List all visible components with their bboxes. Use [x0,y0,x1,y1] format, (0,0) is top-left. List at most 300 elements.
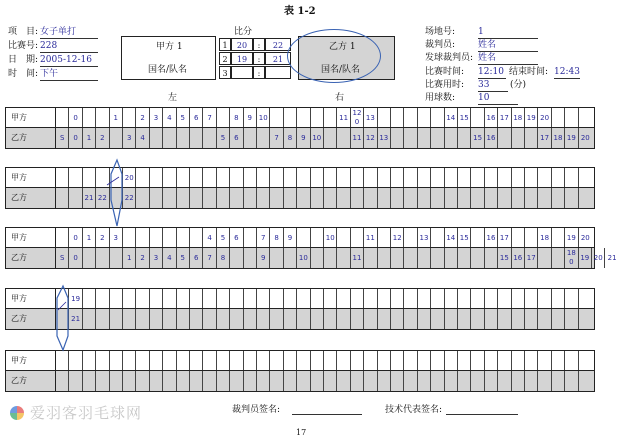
score-cell[interactable] [190,108,203,127]
score-cell[interactable] [471,188,484,208]
score-cell[interactable] [404,248,417,268]
score-cell[interactable] [96,309,109,329]
score-cell[interactable] [163,351,176,370]
score-cell[interactable] [150,188,163,208]
score-cell[interactable] [351,228,364,247]
score-cell[interactable] [177,371,190,391]
score-cell[interactable] [311,371,324,391]
score-cell[interactable] [378,128,391,148]
score-cell[interactable] [445,248,458,268]
score-cell[interactable] [404,228,417,247]
score-cell[interactable] [123,371,136,391]
score-cell[interactable] [56,289,69,308]
score-cell[interactable] [538,371,551,391]
score-cell[interactable] [190,188,203,208]
score-cell[interactable] [311,228,324,247]
score-cell[interactable] [270,248,283,268]
score-cell[interactable] [150,289,163,308]
score-cell[interactable] [378,228,391,247]
score-cell[interactable] [203,351,216,370]
score-cell[interactable] [163,188,176,208]
score-cell[interactable] [512,248,525,268]
score-cell[interactable] [69,188,82,208]
score-cell[interactable] [110,309,123,329]
score-cell[interactable] [230,228,243,247]
score-cell[interactable] [458,128,471,148]
score-cell[interactable] [163,228,176,247]
score-cell[interactable] [458,351,471,370]
score-cell[interactable] [190,248,203,268]
score-cell[interactable] [69,128,82,148]
score-cell[interactable] [311,351,324,370]
score-cell[interactable] [404,168,417,187]
score-cell[interactable] [552,108,565,127]
score-cell[interactable] [69,228,82,247]
score-cell[interactable] [244,289,257,308]
score-cell[interactable] [150,168,163,187]
score-cell[interactable] [190,371,203,391]
score-cell[interactable] [525,168,538,187]
score-cell[interactable] [217,188,230,208]
score-cell[interactable] [83,248,96,268]
score-cell[interactable] [498,108,511,127]
score-cell[interactable] [311,108,324,127]
score-cell[interactable] [391,108,404,127]
score-cell[interactable] [284,228,297,247]
score-cell[interactable] [378,248,391,268]
score-cell[interactable] [244,371,257,391]
score-cell[interactable] [324,289,337,308]
score-cell[interactable] [136,351,149,370]
score-cell[interactable] [565,289,578,308]
score-cell[interactable] [324,108,337,127]
score-cell[interactable] [431,248,444,268]
score-cell[interactable] [404,188,417,208]
score-cell[interactable] [257,168,270,187]
score-cell[interactable] [96,108,109,127]
score-cell[interactable] [552,371,565,391]
score-cell[interactable] [579,228,592,247]
score-cell[interactable] [270,168,283,187]
score-cell[interactable] [217,228,230,247]
score-cell[interactable] [177,248,190,268]
score-cell[interactable] [579,351,592,370]
score-cell[interactable] [418,188,431,208]
score-cell[interactable] [83,309,96,329]
score-cell[interactable] [538,128,551,148]
score-cell[interactable] [565,128,578,148]
score-cell[interactable] [579,188,592,208]
score-cell[interactable] [378,351,391,370]
score-cell[interactable] [297,248,310,268]
score-cell[interactable] [579,128,592,148]
score-cell[interactable] [445,188,458,208]
score-cell[interactable] [418,309,431,329]
score-cell[interactable] [230,309,243,329]
score-cell[interactable] [96,228,109,247]
score-cell[interactable] [69,108,82,127]
score-cell[interactable] [150,108,163,127]
score-cell[interactable] [418,248,431,268]
score-cell[interactable] [270,128,283,148]
score-cell[interactable] [324,248,337,268]
score-cell[interactable] [458,108,471,127]
score-cell[interactable] [136,228,149,247]
score-cell[interactable] [498,248,511,268]
score-cell[interactable] [337,248,350,268]
score-cell[interactable] [351,309,364,329]
score-cell[interactable] [297,309,310,329]
score-cell[interactable] [311,309,324,329]
score-cell[interactable] [579,108,592,127]
score-cell[interactable] [217,128,230,148]
score-cell[interactable] [56,228,69,247]
score-cell[interactable] [525,309,538,329]
score-cell[interactable] [538,351,551,370]
score-cell[interactable] [351,289,364,308]
score-cell[interactable] [123,228,136,247]
score-cell[interactable] [311,188,324,208]
score-cell[interactable] [56,248,69,268]
score-cell[interactable] [56,351,69,370]
score-cell[interactable] [458,228,471,247]
score-cell[interactable] [485,228,498,247]
score-cell[interactable] [498,351,511,370]
score-cell[interactable] [69,248,82,268]
score-cell[interactable] [136,108,149,127]
score-cell[interactable] [552,188,565,208]
score-cell[interactable] [270,351,283,370]
score-cell[interactable] [163,248,176,268]
score-cell[interactable] [431,108,444,127]
score-cell[interactable] [404,108,417,127]
score-cell[interactable] [418,289,431,308]
score-cell[interactable] [177,228,190,247]
score-cell[interactable] [485,108,498,127]
score-cell[interactable] [512,168,525,187]
score-cell[interactable] [297,188,310,208]
score-cell[interactable] [324,228,337,247]
score-cell[interactable] [498,289,511,308]
score-cell[interactable] [337,188,350,208]
score-cell[interactable] [311,289,324,308]
score-cell[interactable] [69,351,82,370]
score-cell[interactable] [445,108,458,127]
score-cell[interactable] [203,228,216,247]
score-cell[interactable] [217,309,230,329]
score-cell[interactable] [150,309,163,329]
score-cell[interactable] [96,188,109,208]
score-cell[interactable] [324,188,337,208]
score-cell[interactable] [163,289,176,308]
score-cell[interactable] [284,168,297,187]
score-cell[interactable] [69,168,82,187]
score-cell[interactable] [96,128,109,148]
score-cell[interactable] [391,168,404,187]
score-cell[interactable] [136,248,149,268]
score-cell[interactable] [203,168,216,187]
score-cell[interactable] [190,351,203,370]
score-cell[interactable] [378,188,391,208]
score-cell[interactable] [324,168,337,187]
score-cell[interactable] [337,108,350,127]
score-cell[interactable] [56,128,69,148]
score-cell[interactable] [244,128,257,148]
score-cell[interactable] [471,371,484,391]
score-cell[interactable] [458,309,471,329]
score-cell[interactable] [163,128,176,148]
score-cell[interactable] [270,289,283,308]
score-cell[interactable] [391,289,404,308]
score-cell[interactable] [217,371,230,391]
score-cell[interactable] [431,309,444,329]
score-cell[interactable] [431,289,444,308]
score-cell[interactable] [96,371,109,391]
score-cell[interactable] [552,128,565,148]
score-cell[interactable] [230,371,243,391]
score-cell[interactable] [163,309,176,329]
score-cell[interactable] [324,309,337,329]
score-cell[interactable] [512,188,525,208]
score-cell[interactable] [56,188,69,208]
score-cell[interactable] [190,289,203,308]
score-cell[interactable] [83,168,96,187]
score-cell[interactable] [257,289,270,308]
score-cell[interactable] [351,168,364,187]
score-cell[interactable] [190,309,203,329]
score-cell[interactable] [203,289,216,308]
score-cell[interactable] [69,371,82,391]
score-cell[interactable] [69,309,82,329]
score-cell[interactable] [431,228,444,247]
score-cell[interactable] [217,248,230,268]
score-cell[interactable] [364,351,377,370]
score-cell[interactable] [378,168,391,187]
score-cell[interactable] [538,188,551,208]
score-cell[interactable] [56,108,69,127]
score-cell[interactable] [270,188,283,208]
score-cell[interactable] [351,108,364,127]
score-cell[interactable] [418,168,431,187]
score-cell[interactable] [378,309,391,329]
score-cell[interactable] [351,188,364,208]
score-cell[interactable] [83,108,96,127]
score-cell[interactable] [337,371,350,391]
score-cell[interactable] [110,108,123,127]
score-cell[interactable] [83,289,96,308]
score-cell[interactable] [177,309,190,329]
score-cell[interactable] [445,128,458,148]
score-cell[interactable] [177,188,190,208]
score-cell[interactable] [136,168,149,187]
score-cell[interactable] [177,108,190,127]
score-cell[interactable] [538,108,551,127]
score-cell[interactable] [284,108,297,127]
score-cell[interactable] [284,371,297,391]
score-cell[interactable] [123,128,136,148]
score-cell[interactable] [458,248,471,268]
score-cell[interactable] [391,248,404,268]
score-cell[interactable] [565,228,578,247]
score-cell[interactable] [284,351,297,370]
score-cell[interactable] [418,371,431,391]
score-cell[interactable] [525,351,538,370]
score-cell[interactable] [257,371,270,391]
score-cell[interactable] [96,289,109,308]
score-cell[interactable] [217,168,230,187]
score-cell[interactable] [284,289,297,308]
score-cell[interactable] [230,108,243,127]
score-cell[interactable] [244,228,257,247]
score-cell[interactable] [485,371,498,391]
score-cell[interactable] [297,351,310,370]
score-cell[interactable] [471,309,484,329]
score-cell[interactable] [136,309,149,329]
score-cell[interactable] [391,371,404,391]
score-cell[interactable] [284,309,297,329]
score-cell[interactable] [471,248,484,268]
score-cell[interactable] [525,289,538,308]
score-cell[interactable] [579,248,592,268]
score-cell[interactable] [565,371,578,391]
score-cell[interactable] [485,128,498,148]
score-cell[interactable] [244,188,257,208]
score-cell[interactable] [351,351,364,370]
score-cell[interactable] [337,309,350,329]
score-cell[interactable] [244,309,257,329]
score-cell[interactable] [512,371,525,391]
score-cell[interactable] [83,128,96,148]
score-cell[interactable] [123,108,136,127]
score-cell[interactable] [230,188,243,208]
score-cell[interactable] [364,168,377,187]
score-cell[interactable] [270,108,283,127]
score-cell[interactable] [498,128,511,148]
score-cell[interactable] [297,371,310,391]
score-cell[interactable] [150,371,163,391]
score-cell[interactable] [458,188,471,208]
score-cell[interactable] [471,168,484,187]
score-cell[interactable] [230,168,243,187]
score-cell[interactable] [351,248,364,268]
score-cell[interactable] [552,248,565,268]
score-cell[interactable] [538,168,551,187]
score-cell[interactable] [324,351,337,370]
score-cell[interactable] [364,128,377,148]
score-cell[interactable] [123,309,136,329]
score-cell[interactable] [257,108,270,127]
score-cell[interactable] [110,351,123,370]
score-cell[interactable] [498,309,511,329]
score-cell[interactable] [110,128,123,148]
score-cell[interactable] [391,128,404,148]
score-cell[interactable] [136,188,149,208]
score-cell[interactable] [378,371,391,391]
score-cell[interactable] [123,289,136,308]
score-cell[interactable] [485,289,498,308]
score-cell[interactable] [498,168,511,187]
score-cell[interactable] [203,188,216,208]
score-cell[interactable] [110,168,123,187]
score-cell[interactable] [297,108,310,127]
score-cell[interactable] [579,289,592,308]
score-cell[interactable] [391,351,404,370]
score-cell[interactable] [123,188,136,208]
score-cell[interactable] [418,351,431,370]
score-cell[interactable] [190,128,203,148]
score-cell[interactable] [485,351,498,370]
score-cell[interactable] [337,228,350,247]
score-cell[interactable] [123,248,136,268]
score-cell[interactable] [404,351,417,370]
score-cell[interactable] [297,228,310,247]
score-cell[interactable] [83,371,96,391]
score-cell[interactable] [485,309,498,329]
score-cell[interactable] [418,128,431,148]
score-cell[interactable] [177,289,190,308]
score-cell[interactable] [110,188,123,208]
score-cell[interactable] [445,371,458,391]
score-cell[interactable] [351,128,364,148]
score-cell[interactable] [445,351,458,370]
score-cell[interactable] [471,351,484,370]
score-cell[interactable] [324,371,337,391]
score-cell[interactable] [431,371,444,391]
score-cell[interactable] [458,168,471,187]
score-cell[interactable] [565,351,578,370]
score-cell[interactable] [538,228,551,247]
score-cell[interactable] [96,248,109,268]
score-cell[interactable] [257,128,270,148]
score-cell[interactable] [391,188,404,208]
score-cell[interactable] [404,128,417,148]
score-cell[interactable] [203,108,216,127]
score-cell[interactable] [364,309,377,329]
score-cell[interactable] [498,228,511,247]
score-cell[interactable] [337,128,350,148]
score-cell[interactable] [418,108,431,127]
score-cell[interactable] [150,248,163,268]
score-cell[interactable] [431,168,444,187]
score-cell[interactable] [445,228,458,247]
score-cell[interactable] [297,289,310,308]
score-cell[interactable] [391,228,404,247]
score-cell[interactable] [552,309,565,329]
score-cell[interactable] [525,188,538,208]
score-cell[interactable] [512,228,525,247]
score-cell[interactable] [391,309,404,329]
score-cell[interactable] [364,108,377,127]
score-cell[interactable] [177,351,190,370]
score-cell[interactable] [605,248,618,268]
score-cell[interactable] [284,188,297,208]
score-cell[interactable] [552,228,565,247]
score-cell[interactable] [485,248,498,268]
score-cell[interactable] [257,228,270,247]
score-cell[interactable] [458,289,471,308]
score-cell[interactable] [110,371,123,391]
score-cell[interactable] [257,188,270,208]
score-cell[interactable] [552,351,565,370]
score-cell[interactable] [56,168,69,187]
score-cell[interactable] [163,108,176,127]
score-cell[interactable] [525,228,538,247]
score-cell[interactable] [123,168,136,187]
score-cell[interactable] [337,351,350,370]
score-cell[interactable] [230,351,243,370]
score-cell[interactable] [257,248,270,268]
score-cell[interactable] [244,108,257,127]
